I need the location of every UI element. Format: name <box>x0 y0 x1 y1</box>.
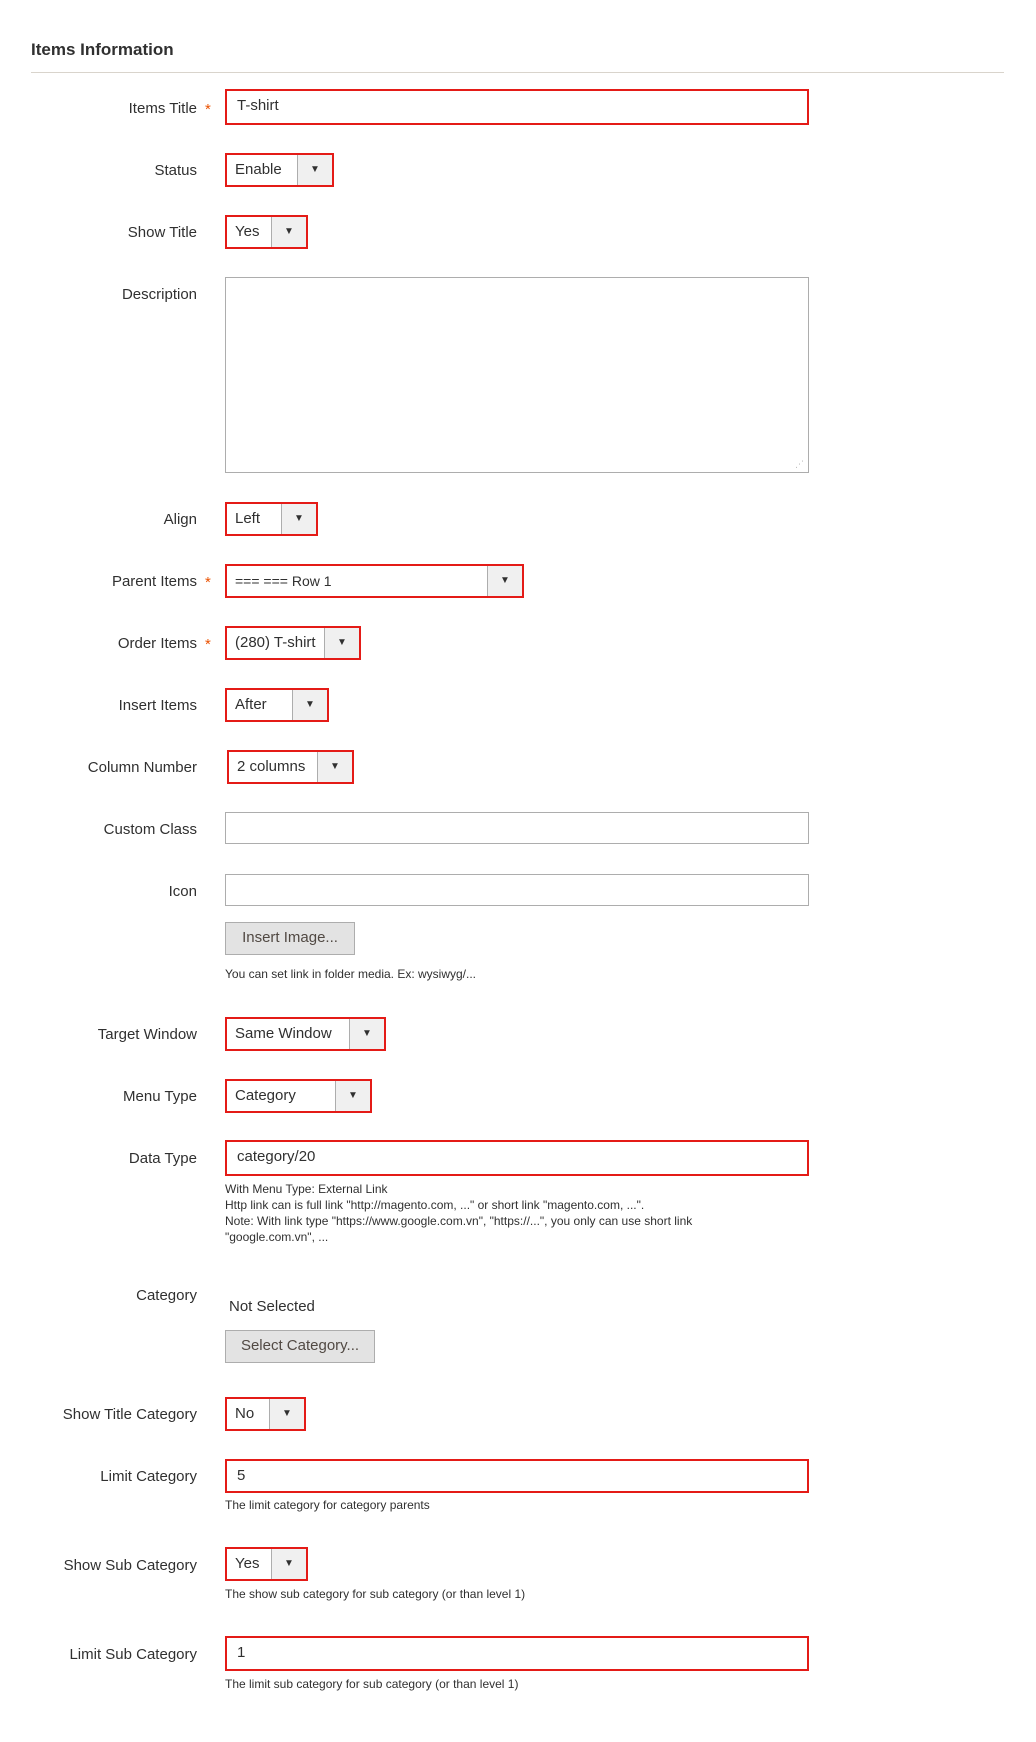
description-label: Description <box>121 286 197 303</box>
dropdown-arrow-icon: ▼ <box>349 1019 384 1049</box>
required-marker: * <box>205 636 211 653</box>
order-items-label: Order Items <box>117 635 197 652</box>
show-title-category-label: Show Title Category <box>62 1406 197 1423</box>
category-selection-status: Not Selected <box>229 1298 315 1315</box>
order-items-value: (280) T-shirt <box>235 634 316 651</box>
icon-note: You can set link in folder media. Ex: wysiwyg/... <box>225 967 477 981</box>
dropdown-arrow-icon: ▼ <box>487 566 522 596</box>
parent-items-label: Parent Items <box>111 573 197 590</box>
data-type-label: Data Type <box>128 1150 197 1167</box>
category-label: Category <box>136 1287 197 1304</box>
dropdown-arrow-icon: ▼ <box>271 217 306 247</box>
column-number-value: 2 columns <box>237 758 306 775</box>
icon-label: Icon <box>168 883 197 900</box>
align-select[interactable] <box>225 502 318 536</box>
data-type-note-1: With Menu Type: External Link <box>225 1182 388 1196</box>
parent-items-value: === === Row 1 <box>235 573 332 589</box>
resize-grip-icon[interactable]: ⋰ <box>795 459 804 469</box>
column-number-label: Column Number <box>87 759 197 776</box>
required-marker: * <box>205 574 211 591</box>
select-category-button[interactable]: Select Category... <box>225 1330 375 1363</box>
description-textarea[interactable] <box>225 277 809 473</box>
insert-image-button[interactable]: Insert Image... <box>225 922 355 955</box>
target-window-value: Same Window <box>235 1025 332 1042</box>
show-title-category-value: No <box>235 1405 255 1422</box>
limit-category-label: Limit Category <box>100 1468 197 1485</box>
show-sub-category-value: Yes <box>235 1555 260 1572</box>
insert-items-label: Insert Items <box>118 697 197 714</box>
show-title-label: Show Title <box>127 224 197 241</box>
limit-sub-category-input[interactable]: 1 <box>225 1636 809 1671</box>
column-number-select[interactable] <box>227 750 354 784</box>
dropdown-arrow-icon: ▼ <box>297 155 332 185</box>
menu-type-select[interactable] <box>225 1079 372 1113</box>
custom-class-label: Custom Class <box>103 821 197 838</box>
status-value: Enable <box>235 161 282 178</box>
required-marker: * <box>205 101 211 118</box>
insert-items-value: After <box>235 696 267 713</box>
status-select[interactable] <box>225 153 334 187</box>
align-value: Left <box>235 510 261 527</box>
dropdown-arrow-icon: ▼ <box>317 752 352 782</box>
section-title: Items Information <box>31 40 174 59</box>
data-type-note-3: Note: With link type "https://www.google.com.vn", "https://...", you only can use short link <box>225 1214 693 1228</box>
status-label: Status <box>154 162 197 179</box>
data-type-note-2: Http link can is full link "http://magento.com, ..." or short link "magento.com, ...". <box>225 1198 645 1212</box>
parent-items-select[interactable] <box>225 564 524 598</box>
section-divider <box>31 72 1004 73</box>
items-title-label: Items Title <box>128 100 197 117</box>
custom-class-input[interactable] <box>225 812 809 844</box>
order-items-select[interactable] <box>225 626 361 660</box>
show-title-value: Yes <box>235 223 260 240</box>
menu-type-value: Category <box>235 1087 296 1104</box>
show-sub-category-select[interactable] <box>225 1547 308 1581</box>
limit-sub-category-label: Limit Sub Category <box>69 1646 197 1663</box>
limit-category-input[interactable]: 5 <box>225 1459 809 1493</box>
show-sub-category-note: The show sub category for sub category (or than level 1) <box>225 1587 526 1601</box>
dropdown-arrow-icon: ▼ <box>281 504 316 534</box>
show-title-select[interactable] <box>225 215 308 249</box>
dropdown-arrow-icon: ▼ <box>324 628 359 658</box>
dropdown-arrow-icon: ▼ <box>292 690 327 720</box>
show-sub-category-label: Show Sub Category <box>63 1557 197 1574</box>
show-title-category-select[interactable] <box>225 1397 306 1431</box>
target-window-select[interactable] <box>225 1017 386 1051</box>
limit-sub-category-note: The limit sub category for sub category (or than level 1) <box>225 1677 519 1691</box>
data-type-input[interactable]: category/20 <box>225 1140 809 1176</box>
insert-items-select[interactable] <box>225 688 329 722</box>
dropdown-arrow-icon: ▼ <box>271 1549 306 1579</box>
icon-input[interactable] <box>225 874 809 906</box>
data-type-note-4: "google.com.vn", ... <box>225 1230 329 1244</box>
target-window-label: Target Window <box>97 1026 197 1043</box>
limit-category-note: The limit category for category parents <box>225 1498 430 1512</box>
dropdown-arrow-icon: ▼ <box>269 1399 304 1429</box>
align-label: Align <box>163 511 197 528</box>
dropdown-arrow-icon: ▼ <box>335 1081 370 1111</box>
menu-type-label: Menu Type <box>123 1088 197 1105</box>
items-title-input[interactable]: T-shirt <box>225 89 809 125</box>
